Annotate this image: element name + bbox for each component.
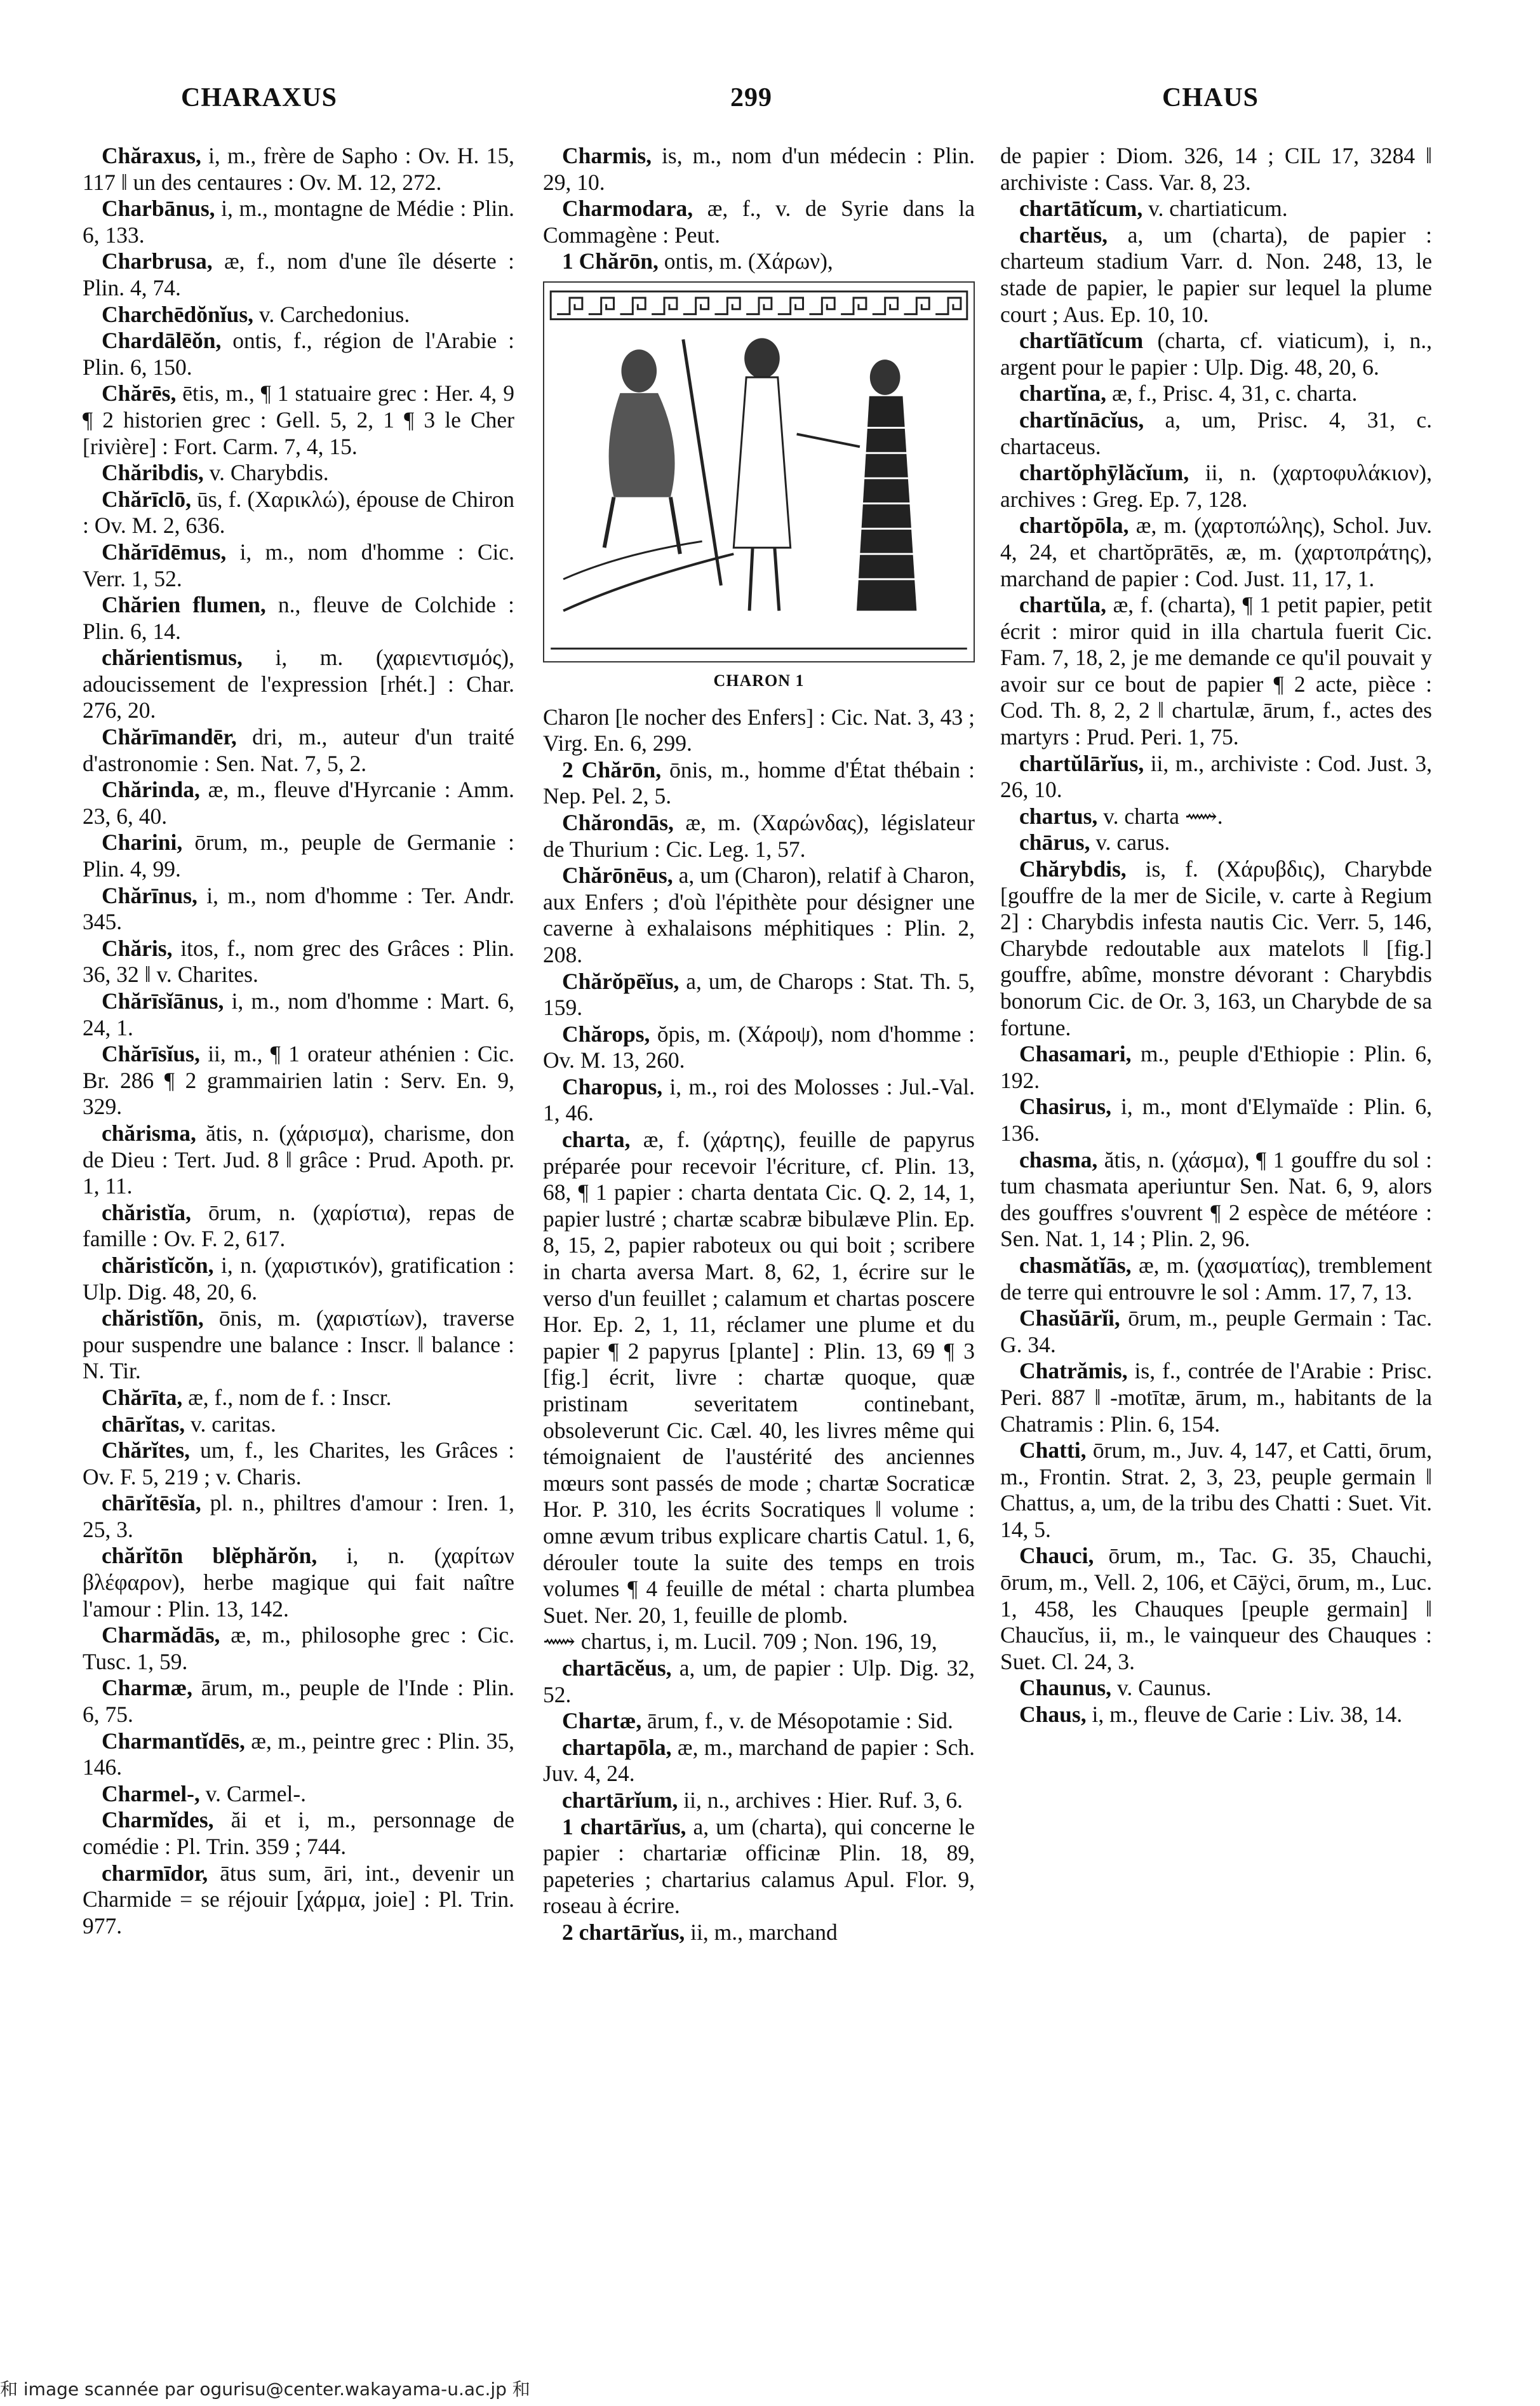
entry-definition: ōrum, m., peuple Germain : Tac. G. 34. xyxy=(1000,1305,1432,1357)
entry-headword: Chatrămis, xyxy=(1019,1358,1128,1384)
entry-definition: ontis, m. (Χάρων), xyxy=(658,248,833,274)
entry-headword: Charmis, xyxy=(562,143,652,168)
dictionary-entry xyxy=(83,487,514,539)
entry-definition: i, m., nom d'homme : Cic. Verr. 1, 52. xyxy=(83,539,514,591)
entry-headword: Chatti, xyxy=(1019,1437,1087,1463)
entry-definition: ārum, f., v. de Mésopotamie : Sid. xyxy=(641,1708,953,1734)
entry-headword: 1 chartārĭus, xyxy=(562,1813,686,1839)
entry-headword: chăristĭōn, xyxy=(102,1305,204,1331)
entry-definition: ii, m., ¶ 1 orateur athénien : Cic. Br. 286 ¶ 2 grammairien latin : Serv. En. 9, 329. xyxy=(83,1041,514,1120)
entry-definition: ōnis, m., homme d'État thébain : Nep. Pel. 2, 5. xyxy=(543,756,975,809)
entry-headword: chartĕus, xyxy=(1019,222,1108,248)
entry-headword: Chăribdis, xyxy=(102,460,204,486)
entry-definition: æ, f., v. de Syrie dans la Commagène : Peut. xyxy=(543,196,975,248)
entry-definition: æ, m., philosophe grec : Cic. Tusc. 1, 59. xyxy=(83,1622,514,1674)
dictionary-entry xyxy=(543,1629,975,1655)
entry-definition: a, um (Charon), relatif à Charon, aux Enfers ; d'où l'épithète pour désigner une caverne à exhalaisons méphitiques : Plin. 2, 208. xyxy=(543,863,975,967)
figure-caption: CHARON 1 xyxy=(713,671,805,690)
entry-definition: v. Carmel-. xyxy=(199,1780,307,1806)
dictionary-entry xyxy=(1000,803,1432,830)
entry-definition: i, m., montagne de Médie : Plin. 6, 133. xyxy=(83,196,514,248)
entry-headword: 1 Chărōn, xyxy=(562,248,659,274)
entry-definition: ōrum, m., Juv. 4, 147, et Catti, ōrum, m., Frontin. Strat. 2, 3, 23, peuple germain ‖ Chattus, a, um, de la tribu des Chatti : Suet. Vit. 14, 5. xyxy=(1000,1437,1432,1542)
entry-definition: ii, n. (χαρτοφυλάκιον), archives : Greg. Ep. 7, 128. xyxy=(1000,460,1432,512)
entry-definition: ontis, f., région de l'Arabie : Plin. 6, 150. xyxy=(83,328,514,380)
entry-definition: v. charta ⟿. xyxy=(1097,803,1223,829)
entry-definition: ārum, m., peuple de l'Inde : Plin. 6, 75. xyxy=(83,1675,514,1728)
entry-definition: itos, f., nom grec des Grâces : Plin. 36, 32 ‖ v. Charites. xyxy=(83,935,514,988)
entry-headword: chartŏphȳlăcĭum, xyxy=(1019,460,1189,486)
dictionary-entry xyxy=(543,863,975,968)
entry-definition: ūs, f. (Χαρικλώ), épouse de Chiron : Ov. M. 2, 636. xyxy=(83,486,514,539)
entry-headword: Chărīsĭānus, xyxy=(102,988,224,1014)
dictionary-entry xyxy=(1000,328,1432,380)
entry-definition: ăi et i, m., personnage de comédie : Pl. Trin. 359 ; 744. xyxy=(83,1807,514,1859)
dictionary-entry xyxy=(1000,1253,1432,1305)
entry-definition: æ, m., fleuve d'Hyrcanie : Amm. 23, 6, 40. xyxy=(83,777,514,829)
entry-headword: Charopus, xyxy=(562,1073,663,1099)
entry-headword: chartŭla, xyxy=(1019,592,1107,618)
entry-definition: v. Caunus. xyxy=(1111,1675,1212,1701)
entry-headword: chasmătĭās, xyxy=(1019,1252,1132,1278)
entry-headword: Charmădās, xyxy=(102,1622,220,1648)
dictionary-entry xyxy=(83,988,514,1041)
entry-headword: chasma, xyxy=(1019,1146,1098,1173)
dictionary-entry xyxy=(543,1655,975,1708)
entry-headword: Chărops, xyxy=(562,1021,650,1047)
dictionary-entry xyxy=(543,1021,975,1074)
entry-definition: æ, m. (χαρτοπώλης), Schol. Juv. 4, 24, et chartŏprātēs, æ, m. (χαρτοπράτης), marchand de papier : Cod. Just. 11, 17, 1. xyxy=(1000,513,1432,591)
entry-definition: dri, m., auteur d'un traité d'astronomie : Sen. Nat. 7, 5, 2. xyxy=(83,724,514,776)
dictionary-entry xyxy=(543,1735,975,1787)
entry-headword: chartācĕus, xyxy=(562,1655,672,1681)
entry-headword: Charmæ, xyxy=(102,1675,192,1701)
entry-headword: Chăris, xyxy=(102,935,173,961)
dictionary-entry xyxy=(1000,592,1432,751)
entry-definition: ătis, n. (χάρισμα), charisme, don de Dieu : Tert. Jud. 8 ‖ grâce : Prud. Apoth. pr. 1, 11. xyxy=(83,1120,514,1199)
charon-figure xyxy=(543,281,975,662)
entry-headword: chartĭnācĭus, xyxy=(1019,407,1144,433)
entry-definition: æ, m. (χασματίας), tremblement de terre qui entrouvre le sol : Amm. 17, 7, 13. xyxy=(1000,1252,1432,1305)
dictionary-entry xyxy=(1000,222,1432,328)
entry-headword: chartĭna, xyxy=(1019,380,1107,407)
dictionary-entry xyxy=(83,539,514,592)
dictionary-entry xyxy=(1000,1543,1432,1675)
entry-headword: chārus, xyxy=(1019,830,1090,856)
entry-headword: Chaus, xyxy=(1019,1702,1087,1728)
entry-headword: Chardālēŏn, xyxy=(102,328,222,354)
dictionary-entry xyxy=(83,1041,514,1120)
dictionary-entry xyxy=(543,143,975,196)
entry-headword: Chasamari, xyxy=(1019,1041,1132,1067)
entry-definition: æ, f. (charta), ¶ 1 petit papier, petit écrit : miror quid in illa chartula fuerit Cic. Fam. 7, 18, 2, je me demande ce qu'il pouvait y avoir sur ce bout de papier ¶ 2 acte, pièce : Cod. Th. 8, 2, 2 ‖ chartulæ, ārum, f., actes des martyrs : Prud. Peri. 1, 75. xyxy=(1000,592,1432,750)
entry-definition: ătis, n. (χάσμα), ¶ 1 gouffre du sol : tum chasmata aperiuntur Sen. Nat. 6, 9, alors des gouffres s'ouvrent ¶ 2 espèce de météore : Sen. Nat. 1, 14 ; Plin. 2, 96. xyxy=(1000,1146,1432,1252)
dictionary-entry xyxy=(1000,1147,1432,1253)
dictionary-entry xyxy=(83,1253,514,1305)
entry-headword: chartātĭcum, xyxy=(1019,196,1143,222)
entry-definition: ŏpis, m. (Χάροψ), nom d'homme : Ov. M. 13, 260. xyxy=(543,1021,975,1073)
dictionary-entry xyxy=(543,196,975,248)
entry-headword: Chărondās, xyxy=(562,809,674,835)
dictionary-entry xyxy=(543,969,975,1021)
dictionary-entry xyxy=(83,196,514,248)
entry-headword: Chăraxus, xyxy=(102,143,201,168)
dictionary-entry xyxy=(83,592,514,645)
entry-headword: Chărīclō, xyxy=(102,486,191,512)
dictionary-entry xyxy=(83,248,514,301)
column-1 xyxy=(83,143,514,1939)
entry-headword: chărisma, xyxy=(102,1120,196,1146)
entry-definition: i, m., fleuve de Carie : Liv. 38, 14. xyxy=(1086,1702,1403,1728)
entry-headword: chartĭātĭcum xyxy=(1019,328,1144,354)
entry-definition: ii, m., archiviste : Cod. Just. 3, 26, 10. xyxy=(1000,750,1432,803)
dictionary-entry xyxy=(1000,513,1432,592)
entry-headword: chartapōla, xyxy=(562,1734,672,1760)
entry-headword: Chartæ, xyxy=(562,1708,642,1734)
entry-definition: ōrum, m., Tac. G. 35, Chauchi, ōrum, m., Vell. 2, 106, et Cāÿci, ōrum, m., Luc. 1, 458, les Chauques [peuple germain] ‖ Chaucĭus, ii, m., le vainqueur des Chauques : Suet. Cl. 24, 3. xyxy=(1000,1543,1432,1674)
entry-headword: Chărīmandēr, xyxy=(102,724,237,750)
header-last-entry: CHAUS xyxy=(1162,83,1259,112)
entry-definition: i, n. (χαρίτων βλέφαρον), herbe magique qui fait naître l'amour : Plin. 13, 142. xyxy=(83,1543,514,1622)
dictionary-entry xyxy=(83,645,514,724)
entry-definition: a, um, Prisc. 4, 31, c. chartaceus. xyxy=(1000,407,1432,459)
dictionary-entry xyxy=(543,704,975,757)
entry-headword: charmīdor, xyxy=(102,1860,208,1886)
entry-definition: is, m., nom d'un médecin : Plin. 29, 10. xyxy=(543,143,975,195)
dictionary-entry xyxy=(1000,1041,1432,1094)
dictionary-entry xyxy=(1000,1305,1432,1358)
dictionary-entry xyxy=(543,1708,975,1735)
dictionary-entry xyxy=(83,1411,514,1438)
entry-definition: v. Carchedonius. xyxy=(253,301,410,327)
entry-headword: chăristĭcŏn, xyxy=(102,1252,214,1278)
column-3 xyxy=(1000,143,1432,1728)
entry-definition: n., fleuve de Colchide : Plin. 6, 14. xyxy=(83,592,514,644)
entry-definition: i, m., frère de Sapho : Ov. H. 15, 117 ‖ un des centaures : Ov. M. 12, 272. xyxy=(83,143,514,195)
entry-definition: v. carus. xyxy=(1090,830,1170,856)
dictionary-entry xyxy=(543,1074,975,1127)
entry-definition: æ, f., nom d'une île déserte : Plin. 4, 74. xyxy=(83,248,514,300)
entry-definition: i, m., roi des Molosses : Jul.-Val. 1, 46. xyxy=(543,1073,975,1126)
entry-headword: Chărīdēmus, xyxy=(102,539,227,565)
entry-headword: 2 chartārĭus, xyxy=(562,1919,685,1945)
page-number: 299 xyxy=(730,83,772,112)
dictionary-entry xyxy=(1000,380,1432,407)
entry-headword: chărientismus, xyxy=(102,645,243,671)
dictionary-entry xyxy=(83,1385,514,1411)
entry-headword: Charbānus, xyxy=(102,196,215,222)
entry-definition: is, f. (Χάρυβδις), Charybde [gouffre de la mer de Sicile, v. carte à Regium 2] : Charybdis infesta nautis Cic. Verr. 5, 146, Charybde redoutable aux matelots ‖ [fig.] gouffre, abîme, monstre dévorant : Charybdis bonorum Cic. de Or. 3, 163, un Charybde de sa fortune. xyxy=(1000,856,1432,1040)
header-first-entry: CHARAXUS xyxy=(181,83,338,112)
dictionary-entry xyxy=(83,883,514,936)
dictionary-entry xyxy=(543,1919,975,1946)
dictionary-entry xyxy=(1000,830,1432,856)
dictionary-entry xyxy=(83,1675,514,1728)
entry-definition: de papier : Diom. 326, 14 ; CIL 17, 3284 ‖ archiviste : Cass. Var. 8, 23. xyxy=(1000,143,1432,195)
entry-headword: chartārĭum, xyxy=(562,1787,678,1813)
entry-definition: ātus sum, āri, int., devenir un Charmide = se réjouir [χάρμα, joie] : Pl. Trin. 977. xyxy=(83,1860,514,1939)
dictionary-entry xyxy=(83,1437,514,1490)
dictionary-entry xyxy=(83,777,514,830)
dictionary-entry xyxy=(1000,1358,1432,1437)
dictionary-entry xyxy=(83,380,514,460)
entry-definition: ōrum, n. (χαρίστια), repas de famille : Ov. F. 2, 617. xyxy=(83,1199,514,1252)
entry-definition: æ, m., marchand de papier : Sch. Juv. 4, 24. xyxy=(543,1734,975,1787)
entry-headword: Charmodara, xyxy=(562,196,693,222)
entry-definition: i, m., mont d'Elymaïde : Plin. 6, 136. xyxy=(1000,1094,1432,1146)
dictionary-entry xyxy=(543,1814,975,1919)
entry-definition: i, m., nom d'homme : Mart. 6, 24, 1. xyxy=(83,988,514,1040)
entry-definition: æ, f., nom de f. : Inscr. xyxy=(182,1384,392,1410)
entry-definition: v. caritas. xyxy=(185,1411,276,1437)
entry-headword: 2 Chărōn, xyxy=(562,756,662,783)
entry-headword: Chărinda, xyxy=(102,777,200,803)
entry-definition: v. Charybdis. xyxy=(203,460,329,486)
entry-headword: Chasirus, xyxy=(1019,1094,1111,1120)
entry-headword: Chărĭtes, xyxy=(102,1437,191,1463)
dictionary-entry xyxy=(1000,407,1432,460)
entry-definition: a, um (charta), de papier : charteum stadium Varr. d. Non. 248, 13, le stade de papier, le papier sur lequel la plume court ; Aus. Ep. 10, 10. xyxy=(1000,222,1432,327)
dictionary-entry xyxy=(83,1200,514,1253)
entry-definition: æ, m. (Χαρώνδας), législateur de Thurium : Cic. Leg. 1, 57. xyxy=(543,809,975,862)
dictionary-entry xyxy=(83,1543,514,1622)
dictionary-entry xyxy=(1000,1675,1432,1702)
entry-headword: Chărēs, xyxy=(102,380,177,407)
dictionary-entry xyxy=(1000,143,1432,196)
entry-definition: æ, f., Prisc. 4, 31, c. charta. xyxy=(1106,380,1358,407)
entry-headword: Chărybdis, xyxy=(1019,856,1127,882)
entry-headword: Chaunus, xyxy=(1019,1675,1112,1701)
dictionary-entry xyxy=(1000,1437,1432,1543)
entry-definition: a, um, de papier : Ulp. Dig. 32, 52. xyxy=(543,1655,975,1707)
entry-definition: i, n. (χαριστικόν), gratification : Ulp. Dig. 48, 20, 6. xyxy=(83,1252,514,1305)
dictionary-entry xyxy=(543,757,975,810)
scan-credit: 和 image scannée par ogurisu@center.wakayama-u.ac.jp 和 xyxy=(0,2379,530,2400)
entry-definition: ii, m., marchand xyxy=(685,1919,838,1945)
dictionary-entry xyxy=(543,1127,975,1629)
entry-definition: æ, m., peintre grec : Plin. 35, 146. xyxy=(83,1728,514,1780)
dictionary-entry xyxy=(543,1787,975,1814)
dictionary-entry xyxy=(543,810,975,863)
entry-headword: Charchēdŏnĭus, xyxy=(102,301,254,327)
dictionary-entry xyxy=(543,248,975,275)
dictionary-entry xyxy=(1000,751,1432,803)
dictionary-entry xyxy=(1000,1094,1432,1146)
entry-definition: a, um (charta), qui concerne le papier : chartariæ officinæ Plin. 18, 89, papeteries ; chartarius calamus Apul. Flor. 9, roseau à écrire. xyxy=(543,1813,975,1919)
entry-headword: Chărīnus, xyxy=(102,882,198,908)
dictionary-entry xyxy=(83,302,514,328)
dictionary-entry xyxy=(83,1781,514,1808)
entry-headword: chăristĭa, xyxy=(102,1199,191,1225)
entry-definition: ōnis, m. (χαριστίων), traverse pour suspendre une balance : Inscr. ‖ balance : N. Tir. xyxy=(83,1305,514,1384)
entry-headword: Chărīta, xyxy=(102,1384,183,1410)
entry-definition: Charon [le nocher des Enfers] : Cic. Nat. 3, 43 ; Virg. En. 6, 299. xyxy=(543,704,975,756)
entry-definition: ⟿ chartus, i, m. Lucil. 709 ; Non. 196, 19, xyxy=(543,1629,937,1655)
dictionary-entry xyxy=(83,830,514,882)
dictionary-entry xyxy=(1000,856,1432,1041)
entry-definition: i, m., nom d'homme : Ter. Andr. 345. xyxy=(83,882,514,935)
entry-definition: ōrum, m., peuple de Germanie : Plin. 4, 99. xyxy=(83,830,514,882)
dictionary-entry xyxy=(1000,196,1432,222)
entry-headword: Charmĭdes, xyxy=(102,1807,214,1833)
entry-definition: (charta, cf. viaticum), i, n., argent pour le papier : Ulp. Dig. 48, 20, 6. xyxy=(1000,328,1432,380)
dictionary-entry xyxy=(83,1622,514,1675)
entry-definition: um, f., les Charites, les Grâces : Ov. F. 5, 219 ; v. Charis. xyxy=(83,1437,514,1489)
entry-headword: Chărīsĭus, xyxy=(102,1041,200,1067)
entry-definition: is, f., contrée de l'Arabie : Prisc. Peri. 887 ‖ -motītæ, ārum, m., habitants de la Chatramis : Plin. 6, 154. xyxy=(1000,1358,1432,1437)
dictionary-entry xyxy=(83,1305,514,1385)
entry-headword: chārĭtēsĭa, xyxy=(102,1490,201,1516)
entry-headword: chārĭtas, xyxy=(102,1411,185,1437)
entry-definition: v. chartiaticum. xyxy=(1142,196,1288,222)
dictionary-entry xyxy=(83,460,514,487)
entry-definition: ētis, m., ¶ 1 statuaire grec : Her. 4, 9 ¶ 2 historien grec : Gell. 5, 2, 1 ¶ 3 le Cher [rivière] : Fort. Carm. 7, 4, 15. xyxy=(83,380,514,459)
entry-definition: pl. n., philtres d'amour : Iren. 1, 25, 3. xyxy=(83,1490,514,1542)
dictionary-entry xyxy=(1000,460,1432,513)
charon-vase-illustration xyxy=(544,283,974,661)
dictionary-entry xyxy=(83,936,514,988)
entry-definition: a, um, de Charops : Stat. Th. 5, 159. xyxy=(543,968,975,1021)
dictionary-entry xyxy=(83,328,514,380)
entry-headword: chartus, xyxy=(1019,803,1098,829)
entry-headword: Chărŏpēĭus, xyxy=(562,968,680,994)
entry-headword: chartŭlārĭus, xyxy=(1019,750,1144,776)
dictionary-entry xyxy=(83,1807,514,1860)
running-header xyxy=(0,83,1540,133)
entry-headword: Charmel-, xyxy=(102,1780,200,1806)
entry-headword: Chărōnēus, xyxy=(562,863,673,889)
entry-headword: Charbrusa, xyxy=(102,248,213,274)
dictionary-entry xyxy=(83,1728,514,1781)
entry-definition: i, m. (χαριεντισμός), adoucissement de l'expression [rhét.] : Char. 276, 20. xyxy=(83,645,514,723)
column-2 xyxy=(543,143,975,1946)
entry-headword: chartŏpōla, xyxy=(1019,513,1129,539)
entry-definition: m., peuple d'Ethiopie : Plin. 6, 192. xyxy=(1000,1041,1432,1093)
entry-headword: Charini, xyxy=(102,830,183,856)
dictionary-entry xyxy=(83,1490,514,1543)
entry-headword: Chărien flumen, xyxy=(102,592,266,618)
entry-headword: charta, xyxy=(562,1127,631,1153)
entry-headword: chărĭtōn blĕphărŏn, xyxy=(102,1543,318,1569)
entry-headword: Chauci, xyxy=(1019,1543,1094,1569)
entry-definition: æ, f. (χάρτης), feuille de papyrus préparée pour recevoir l'écriture, cf. Plin. 13, 68, ¶ 1 papier : charta dentata Cic. Q. 2, 14, 1, papier lustré ; chartæ scabræ bibulæve Plin. Ep. 8, 15, 2, papier raboteux ou qui boit ; scribere in charta aversa Mart. 8, 62, 1, écrire sur le verso d'un feuillet ; calamum et chartas poscere Hor. Ep. 2, 1, 11, réclamer une plume et du papier ¶ 2 papyrus [plante] : Plin. 13, 69 ¶ 3 [fig.] écrit, livre : chartæ quoque, quæ pristinam severitatem continebant, obsoleverunt Cic. Cæl. 40, les livres même qui témoignaient de l'austérité des anciennes mœurs sont passés de mode ; chartæ Socraticæ Hor. P. 310, les écrits Socratiques ‖ volume : omne ævum tribus explicare chartis Catul. 1, 6, dérouler toute la suite des temps en trois volumes ¶ 4 feuille de métal : charta plumbea Suet. Ner. 20, 1, feuille de plomb. xyxy=(543,1127,975,1628)
dictionary-entry xyxy=(83,1860,514,1940)
dictionary-entry xyxy=(83,724,514,777)
dictionary-entry xyxy=(83,143,514,196)
entry-headword: Charmantĭdēs, xyxy=(102,1728,245,1754)
dictionary-entry xyxy=(1000,1702,1432,1728)
dictionary-entry xyxy=(83,1120,514,1200)
entry-headword: Chasŭārĭi, xyxy=(1019,1305,1120,1331)
entry-definition: ii, n., archives : Hier. Ruf. 3, 6. xyxy=(678,1787,963,1813)
